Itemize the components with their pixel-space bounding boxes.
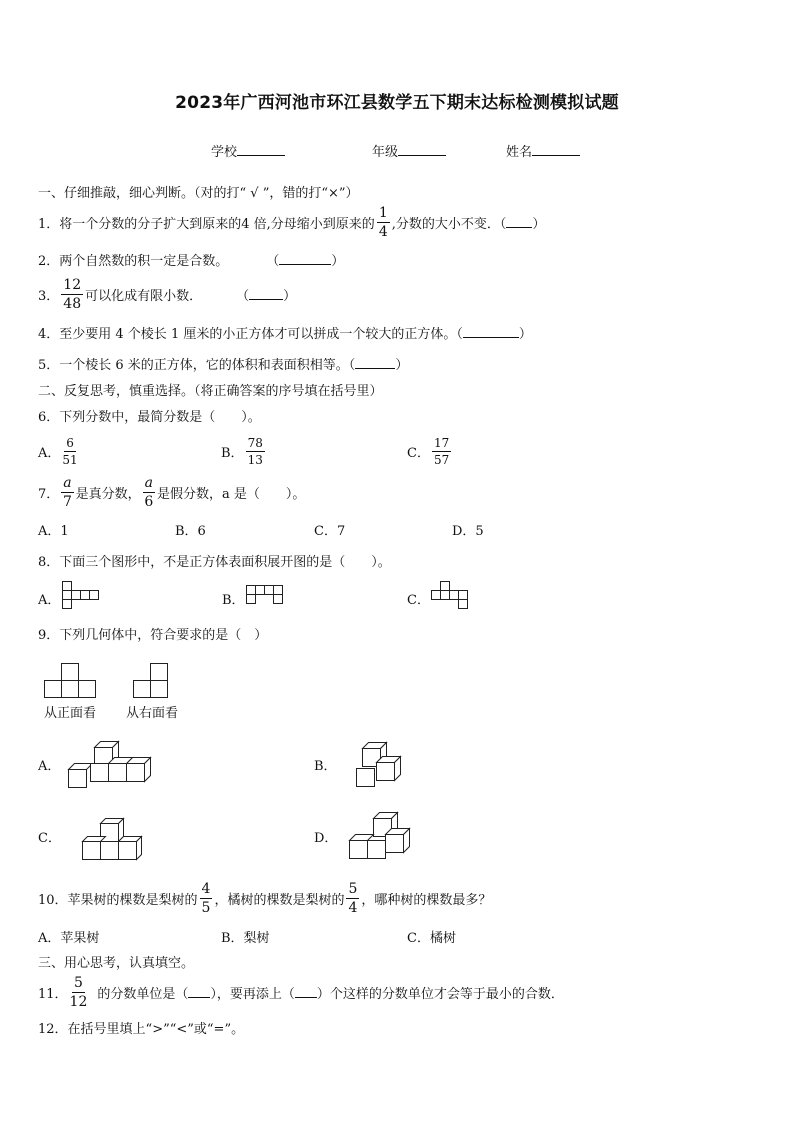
q3-text-b: 可以化成有限小数． (85, 288, 203, 304)
q6-option-b[interactable]: B． $\frac{78}{13}$ (221, 435, 263, 467)
page-title: 2023年广西河池市环江县数学五下期末达标检测模拟试题 (175, 93, 619, 113)
q7-fraction-1: $\frac{a}{7}$ (63, 474, 72, 510)
q2-text-c: ） (331, 254, 345, 269)
q8-option-b[interactable]: B． (222, 593, 245, 608)
q1-text-c: ） (532, 216, 546, 232)
q9-option-b[interactable]: B． (314, 759, 337, 774)
q7-option-a[interactable]: A．1 (38, 524, 69, 539)
q5-text-a: 5．一个棱长 6 米的正方体，它的体积和表面积相等。（ (38, 358, 356, 373)
q8-b-net-diagram (246, 581, 288, 609)
q9-option-d[interactable]: D． (314, 831, 338, 846)
question-2 (38, 250, 344, 269)
q4-text-a: 4．至少要用 4 个棱长 1 厘米的小正方体才可以拼成一个较大的正方体。（ (38, 327, 463, 342)
question-6-stem: 6．下列分数中，最简分数是（ ）。 (38, 410, 261, 425)
q7-option-b[interactable]: B．6 (175, 524, 206, 539)
q3-answer-blank[interactable] (249, 288, 283, 300)
q1-text-b: ,分数的大小不变．（ (391, 216, 507, 232)
school-field (211, 141, 285, 160)
grade-blank (398, 144, 446, 156)
question-5 (38, 354, 408, 373)
section-1-heading: 一、仔细推敲，细心判断。（对的打“ √ ”，错的打“×”） (38, 186, 359, 201)
q7-option-c[interactable]: C．7 (314, 524, 346, 539)
q6-c-fraction: $\frac{17}{57}$ (433, 435, 450, 467)
question-8-stem: 8．下面三个图形中，不是正方体表面积展开图的是（ ）。 (38, 555, 391, 570)
q9-d-solid-diagram (349, 812, 419, 860)
q6-option-a[interactable]: A． $\frac{6}{51}$ (38, 435, 78, 467)
q1-text-a: 1．将一个分数的分子扩大到原来的4 倍,分母缩小到原来的 (38, 216, 375, 232)
q1-answer-blank[interactable] (506, 216, 532, 228)
q8-option-c[interactable]: C． (407, 593, 430, 608)
grade-field (372, 141, 446, 160)
grade-label: 年级 (372, 145, 399, 160)
question-11: 11． $\frac{5}{12}$ 的分数单位是（ ），要再添上（ ）个这样的分数单位才会等于最小的合数． (38, 974, 564, 1010)
question-4 (38, 323, 532, 342)
name-field (506, 141, 580, 160)
school-blank (237, 144, 285, 156)
q7-option-d[interactable]: D．5 (452, 524, 484, 539)
q8-option-a[interactable]: A． (38, 593, 61, 608)
question-9-stem: 9．下列几何体中，符合要求的是（ ） (38, 628, 268, 643)
q1-fraction: $\frac{1}{4}$ (378, 204, 388, 240)
section-3-heading: 三、用心思考，认真填空。 (38, 956, 195, 971)
q11-answer-blank-2[interactable] (295, 986, 317, 998)
q2-answer-blank[interactable] (279, 253, 331, 265)
q2-text-b: （ (266, 254, 280, 269)
q10-fraction-2: $\frac{5}{4}$ (348, 880, 358, 916)
q9-option-c[interactable]: C． (38, 831, 61, 846)
q9-b-solid-diagram (356, 742, 406, 788)
q5-answer-blank[interactable] (355, 357, 395, 369)
q3-fraction: $\frac{12}{48}$ (63, 276, 82, 312)
q9-right-view-diagram (133, 663, 171, 699)
q4-text-c: ） (518, 327, 532, 342)
section-2-heading: 二、反复思考，慎重选择。（将正确答案的序号填在括号里） (38, 384, 383, 399)
q10-option-a[interactable]: A．苹果树 (38, 931, 100, 946)
q3-text-a: 3． (38, 288, 60, 304)
question-7-stem: 7． $\frac{a}{7}$ 是真分数， $\frac{a}{6}$ 是假分数，a 是（ ）。 (38, 474, 306, 510)
school-label: 学校 (211, 145, 238, 160)
q7-fraction-2: $\frac{a}{6}$ (144, 474, 154, 510)
name-blank (532, 144, 580, 156)
q9-front-view-label: 从正面看 (44, 706, 97, 721)
q8-c-net-diagram (431, 581, 473, 609)
q4-answer-blank[interactable] (463, 326, 519, 338)
q6-a-fraction: $\frac{6}{51}$ (62, 435, 78, 467)
q9-a-solid-diagram (68, 741, 158, 789)
q10-fraction-1: $\frac{4}{5}$ (201, 880, 211, 916)
q6-b-fraction: $\frac{78}{13}$ (247, 435, 263, 467)
q9-c-solid-diagram (82, 818, 146, 862)
question-12: 12．在括号里填上“>”“<”或“=”。 (38, 1022, 245, 1037)
name-label: 姓名 (506, 145, 533, 160)
q5-text-c: ） (395, 358, 409, 373)
q6-option-c[interactable]: C． $\frac{17}{57}$ (407, 435, 450, 467)
q11-fraction: $\frac{5}{12}$ (69, 974, 88, 1010)
q3-text-c: （ (236, 288, 250, 304)
q11-answer-blank-1[interactable] (188, 986, 210, 998)
q10-option-b[interactable]: B．梨树 (221, 931, 270, 946)
q9-right-view-label: 从右面看 (126, 706, 179, 721)
question-3 (38, 276, 296, 312)
q9-option-a[interactable]: A． (38, 759, 61, 774)
q8-a-net-diagram (62, 581, 102, 609)
question-10-stem: 10．苹果树的棵数是梨树的 $\frac{4}{5}$ ，橘树的棵数是梨树的 $\frac{5}{4}$ ，哪种树的棵数最多？ (38, 880, 492, 916)
q2-text-a: 2．两个自然数的积一定是合数。 (38, 254, 229, 269)
q3-text-d: ） (283, 288, 297, 304)
q9-front-view-diagram (44, 663, 98, 699)
question-1 (38, 204, 545, 240)
q10-option-c[interactable]: C．橘树 (407, 931, 456, 946)
